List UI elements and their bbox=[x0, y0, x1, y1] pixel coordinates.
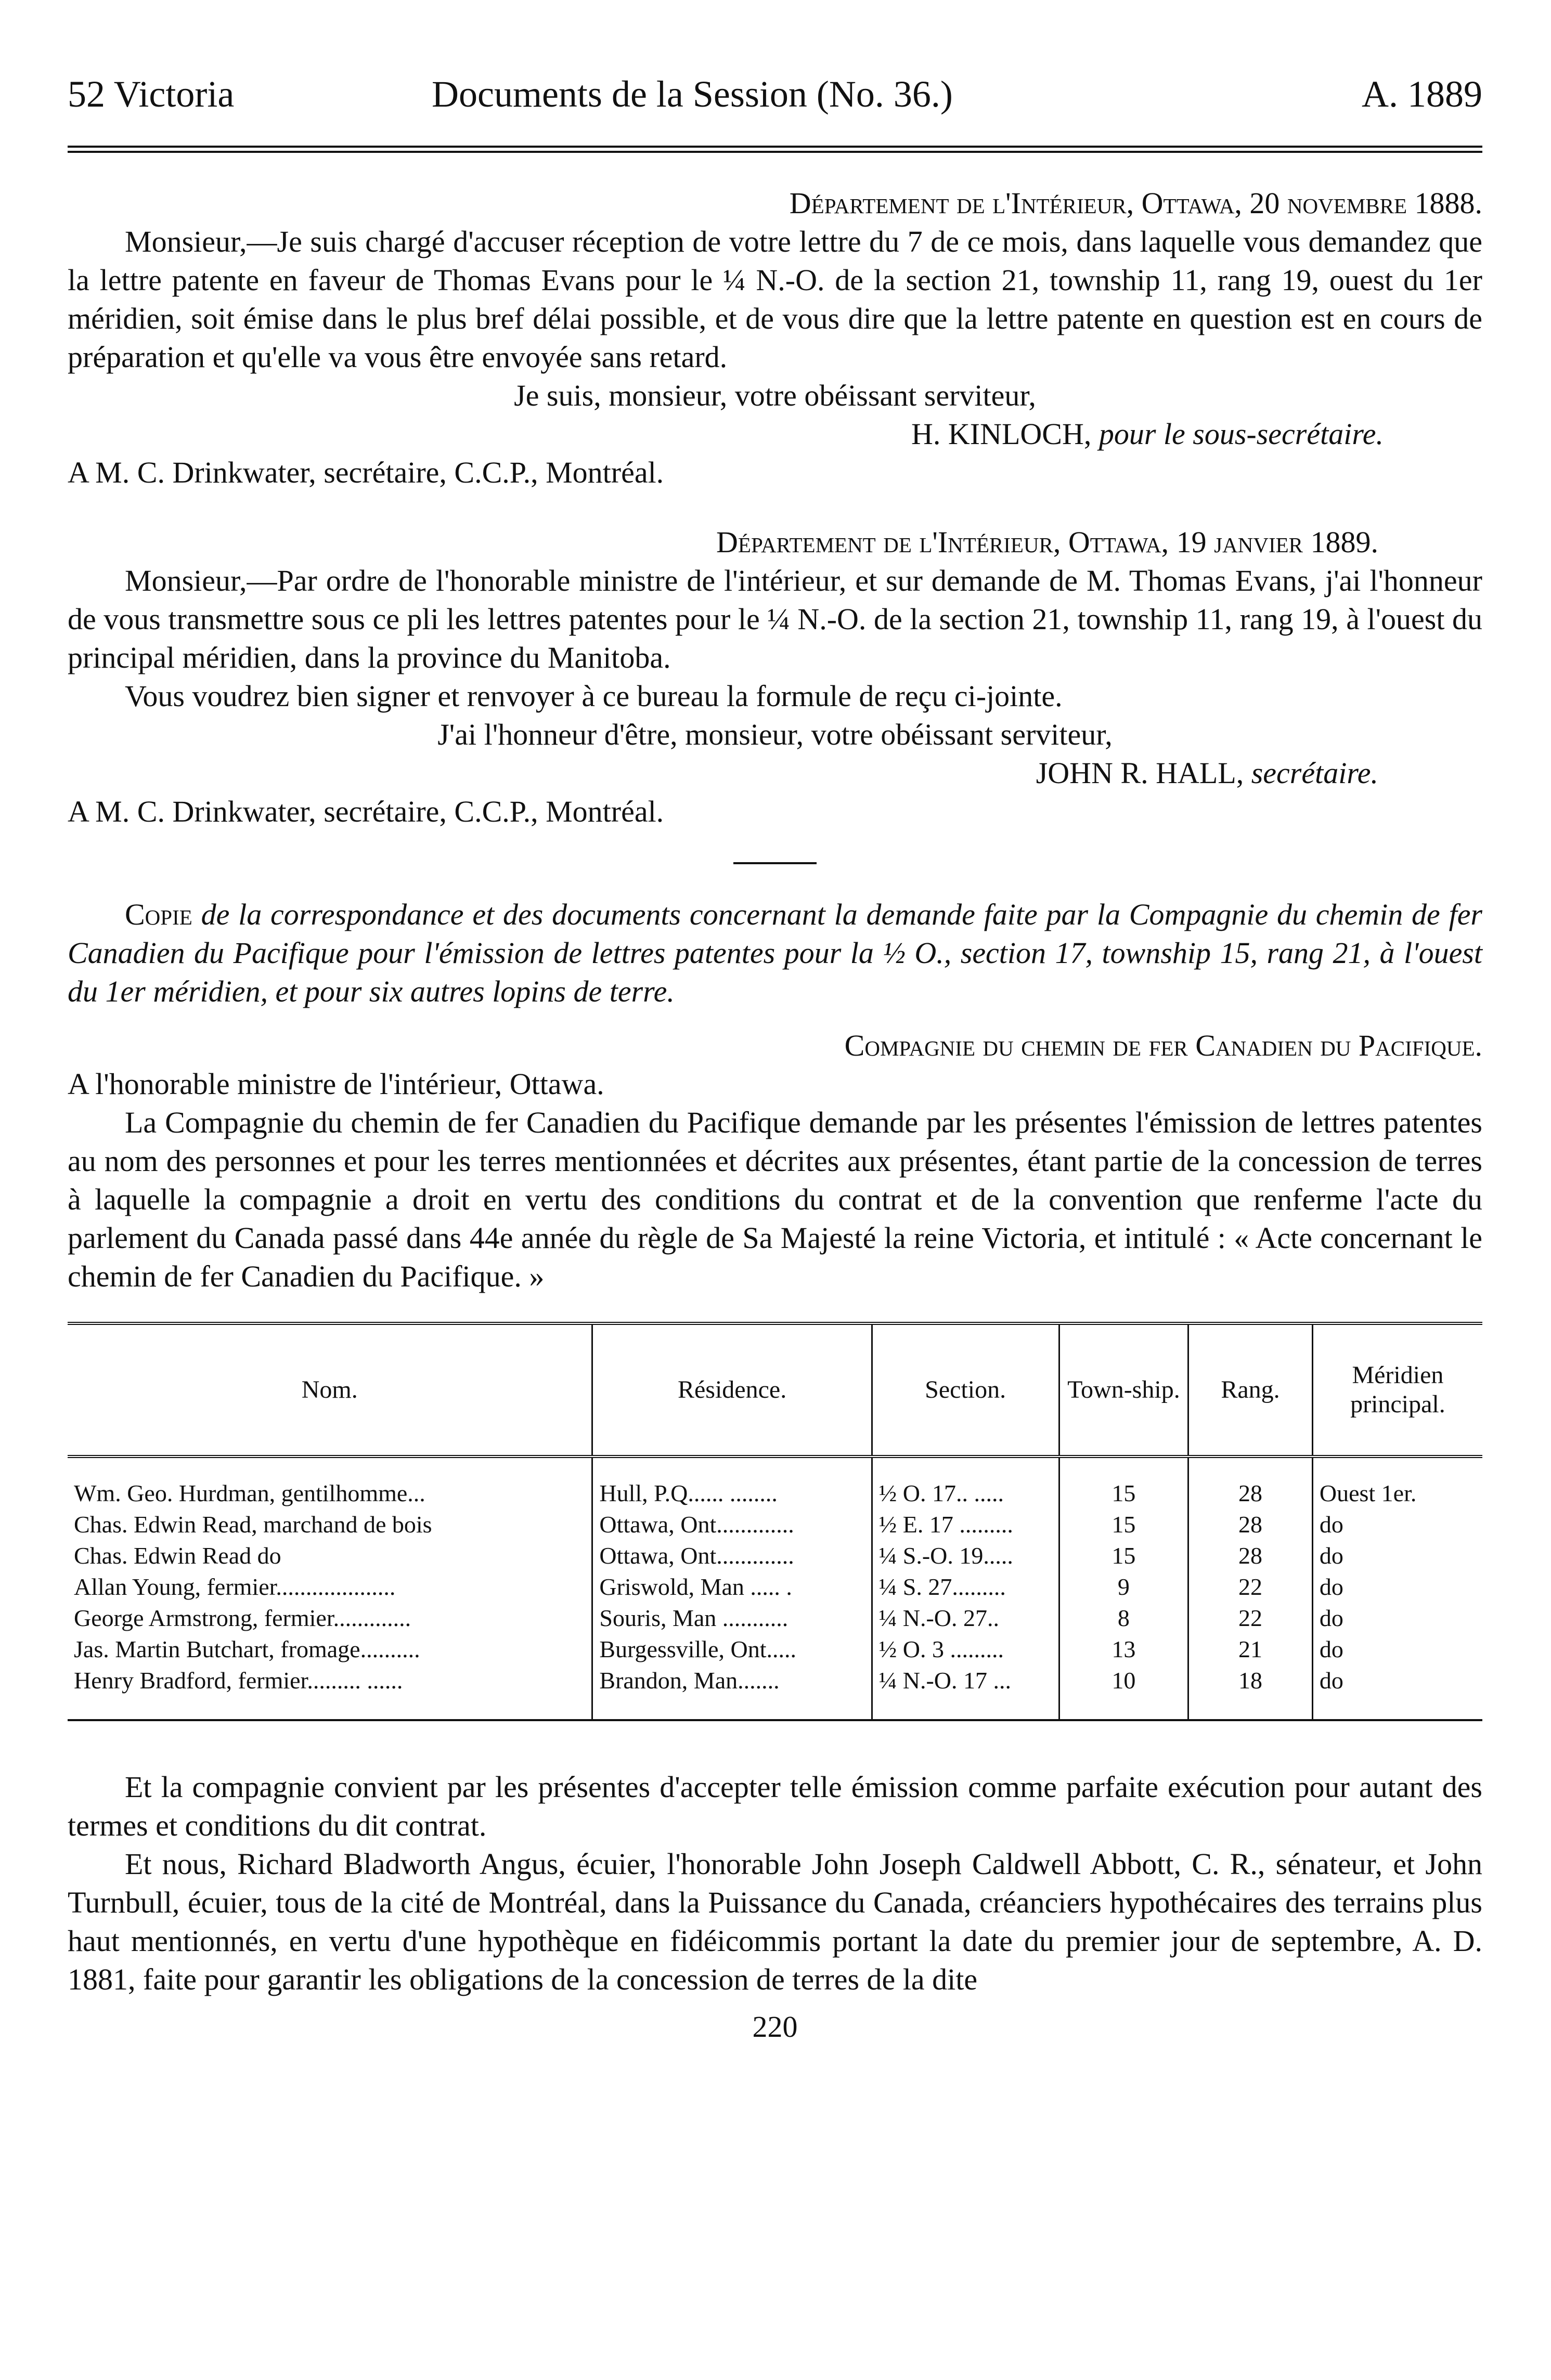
letter1-closing: Je suis, monsieur, votre obéissant serviteur, bbox=[514, 379, 1036, 412]
letter1-addressee: A M. C. Drinkwater, secrétaire, C.C.P., Montréal. bbox=[68, 456, 664, 489]
copie-text: de la correspondance et des documents concernant la demande faite par la Compagnie du chemin de fer Canadien du Pacifique pour l'émission de lettres patentes pour la ½ O., section 17, township 15, rang 21, à l'ouest du 1er méridien, et pour six autres lopins de terre. bbox=[68, 898, 1483, 1008]
cell-residence: Brandon, Man....... bbox=[592, 1665, 872, 1696]
cell-rang: 21 bbox=[1188, 1634, 1313, 1665]
letter2-body-2: Vous voudrez bien signer et renvoyer à ce bureau la formule de reçu ci-jointe. bbox=[125, 679, 1063, 713]
header-volume: 52 Victoria bbox=[68, 73, 235, 115]
cell-section: ½ E. 17 ......... bbox=[872, 1509, 1059, 1540]
table-row bbox=[68, 1509, 1482, 1540]
cell-nom: George Armstrong, fermier............. bbox=[68, 1603, 592, 1634]
letter2-body: Monsieur,—Par ordre de l'honorable ministre de l'intérieur, et sur demande de M. Thomas Evans, j'ai l'honneur de vous transmettre sous ce pli les lettres patentes pour le ¼ N.-O. de la section 21, township 11, rang 19, à l'ouest du principal méridien, dans la province du Manitoba. bbox=[68, 564, 1482, 674]
petition-paragraph: La Compagnie du chemin de fer Canadien du Pacifique demande par les présentes l'émission de lettres patentes au nom des personnes et pour les terres mentionnées et décrites aux présentes, étant partie de la concession de terres à laquelle la compagnie a droit en vertu des conditions du contrat et de la convention que renferme l'acte du parlement du Canada passé dans 44e année du règle de Sa Majesté la reine Victoria, et intitulé : « Acte concernant le chemin de fer Canadien du Pacifique. » bbox=[68, 1106, 1482, 1293]
cell-nom: Wm. Geo. Hurdman, gentilhomme... bbox=[68, 1456, 592, 1509]
cell-section: ½ O. 3 ......... bbox=[872, 1634, 1059, 1665]
table-padding-row bbox=[68, 1696, 1482, 1719]
cell-nom: Chas. Edwin Read do bbox=[68, 1540, 592, 1571]
cell-meridien: do bbox=[1319, 1542, 1343, 1569]
letter2-signature-title: secrétaire. bbox=[1251, 756, 1378, 790]
letter2-closing: J'ai l'honneur d'être, monsieur, votre obéissant serviteur, bbox=[437, 718, 1113, 751]
cell-meridien: Ouest 1er. bbox=[1319, 1480, 1417, 1506]
cell-township: 15 bbox=[1059, 1540, 1188, 1571]
cell-rang: 28 bbox=[1188, 1540, 1313, 1571]
cell-nom: Chas. Edwin Read, marchand de bois bbox=[68, 1509, 592, 1540]
cell-residence: Ottawa, Ont............. bbox=[592, 1509, 872, 1540]
after-table-paragraph-1: Et la compagnie convient par les présentes d'accepter telle émission comme parfaite exécution pour autant des termes et conditions du dit contrat. bbox=[68, 1770, 1482, 1842]
cell-meridien: do bbox=[1319, 1573, 1343, 1600]
cell-section: ¼ S. 27......... bbox=[872, 1571, 1059, 1603]
company-heading: Compagnie du chemin de fer Canadien du Pacifique. bbox=[844, 1029, 1482, 1062]
cell-rang: 28 bbox=[1188, 1509, 1313, 1540]
table-row bbox=[68, 1634, 1482, 1665]
cell-rang: 22 bbox=[1188, 1603, 1313, 1634]
cell-township: 8 bbox=[1059, 1603, 1188, 1634]
col-nom: Nom. bbox=[68, 1325, 592, 1456]
cell-nom: Allan Young, fermier.................... bbox=[68, 1571, 592, 1603]
table-header-row bbox=[68, 1325, 1482, 1456]
copie-paragraph bbox=[68, 895, 1482, 1011]
copie-lead: Copie bbox=[125, 898, 192, 931]
letter2-signature-name: JOHN R. HALL, bbox=[1036, 756, 1244, 790]
cell-township: 15 bbox=[1059, 1456, 1188, 1509]
cell-meridien: do bbox=[1319, 1605, 1343, 1631]
cell-township: 10 bbox=[1059, 1665, 1188, 1696]
cell-rang: 18 bbox=[1188, 1665, 1313, 1696]
cell-residence: Souris, Man ........... bbox=[592, 1603, 872, 1634]
cell-residence: Griswold, Man ..... . bbox=[592, 1571, 872, 1603]
header-year: A. 1889 bbox=[1362, 73, 1482, 115]
col-section: Section. bbox=[872, 1325, 1059, 1456]
header-title: Documents de la Session (No. 36.) bbox=[432, 73, 953, 115]
cell-section: ¼ N.-O. 17 ... bbox=[872, 1665, 1059, 1696]
header-rule bbox=[68, 146, 1482, 153]
letter1-signature bbox=[68, 415, 1482, 453]
table-row bbox=[68, 1571, 1482, 1603]
after-table-paragraph-2: Et nous, Richard Bladworth Angus, écuier, l'honorable John Joseph Caldwell Abbott, C. R., sénateur, et John Turnbull, écuier, tous de la cité de Montréal, dans la Puissance du Canada, créanciers hypothécaires des terrains plus haut mentionnés, en vertu d'une hypothèque en fidéicommis portant la date du premier jour de septembre, A. D. 1881, faite pour garantir les obligations de la concession de terres de la dite bbox=[68, 1847, 1482, 1996]
table-row bbox=[68, 1456, 1482, 1509]
letter2-signature bbox=[68, 754, 1482, 792]
cell-meridien: do bbox=[1319, 1667, 1343, 1694]
cell-nom: Jas. Martin Butchart, fromage.......... bbox=[68, 1634, 592, 1665]
cell-section: ½ O. 17.. ..... bbox=[872, 1456, 1059, 1509]
cell-rang: 28 bbox=[1188, 1456, 1313, 1509]
cell-meridien: do bbox=[1319, 1511, 1343, 1538]
land-table-wrapper bbox=[68, 1322, 1482, 1721]
letter1-dateline: Département de l'Intérieur, Ottawa, 20 novembre 1888. bbox=[789, 186, 1482, 220]
cell-township: 15 bbox=[1059, 1509, 1188, 1540]
running-header bbox=[68, 62, 1482, 125]
cell-residence: Hull, P.Q...... ........ bbox=[592, 1456, 872, 1509]
col-residence: Résidence. bbox=[592, 1325, 872, 1456]
table-row bbox=[68, 1540, 1482, 1571]
cell-township: 9 bbox=[1059, 1571, 1188, 1603]
col-rang: Rang. bbox=[1188, 1325, 1313, 1456]
address-to: A l'honorable ministre de l'intérieur, Ottawa. bbox=[68, 1067, 604, 1101]
table-row bbox=[68, 1603, 1482, 1634]
letter2-dateline: Département de l'Intérieur, Ottawa, 19 janvier 1889. bbox=[716, 525, 1378, 559]
cell-rang: 22 bbox=[1188, 1571, 1313, 1603]
letter1-signature-title: pour le sous-secrétaire. bbox=[1098, 417, 1384, 451]
page-number: 220 bbox=[752, 2010, 798, 2044]
cell-section: ¼ S.-O. 19..... bbox=[872, 1540, 1059, 1571]
letter2-addressee: A M. C. Drinkwater, secrétaire, C.C.P., Montréal. bbox=[68, 795, 664, 828]
land-table bbox=[68, 1325, 1482, 1719]
section-divider bbox=[733, 862, 817, 864]
cell-township: 13 bbox=[1059, 1634, 1188, 1665]
cell-section: ¼ N.-O. 27.. bbox=[872, 1603, 1059, 1634]
cell-residence: Ottawa, Ont............. bbox=[592, 1540, 872, 1571]
letter1-body: Monsieur,—Je suis chargé d'accuser réception de votre lettre du 7 de ce mois, dans laquelle vous demandez que la lettre patente en faveur de Thomas Evans pour le ¼ N.-O. de la section 21, township 11, rang 19, ouest du 1er méridien, soit émise dans le plus bref délai possible, et de vous dire que la lettre patente en question est en cours de préparation et qu'elle va vous être envoyée sans retard. bbox=[68, 225, 1482, 374]
col-township: Town-ship. bbox=[1059, 1325, 1188, 1456]
cell-nom: Henry Bradford, fermier......... ...... bbox=[68, 1665, 592, 1696]
cell-meridien: do bbox=[1319, 1636, 1343, 1662]
cell-residence: Burgessville, Ont..... bbox=[592, 1634, 872, 1665]
document-page bbox=[68, 62, 1482, 2044]
table-row bbox=[68, 1665, 1482, 1696]
col-meridien: Méridien principal. bbox=[1312, 1325, 1482, 1456]
letter1-signature-name: H. KINLOCH, bbox=[911, 417, 1092, 451]
